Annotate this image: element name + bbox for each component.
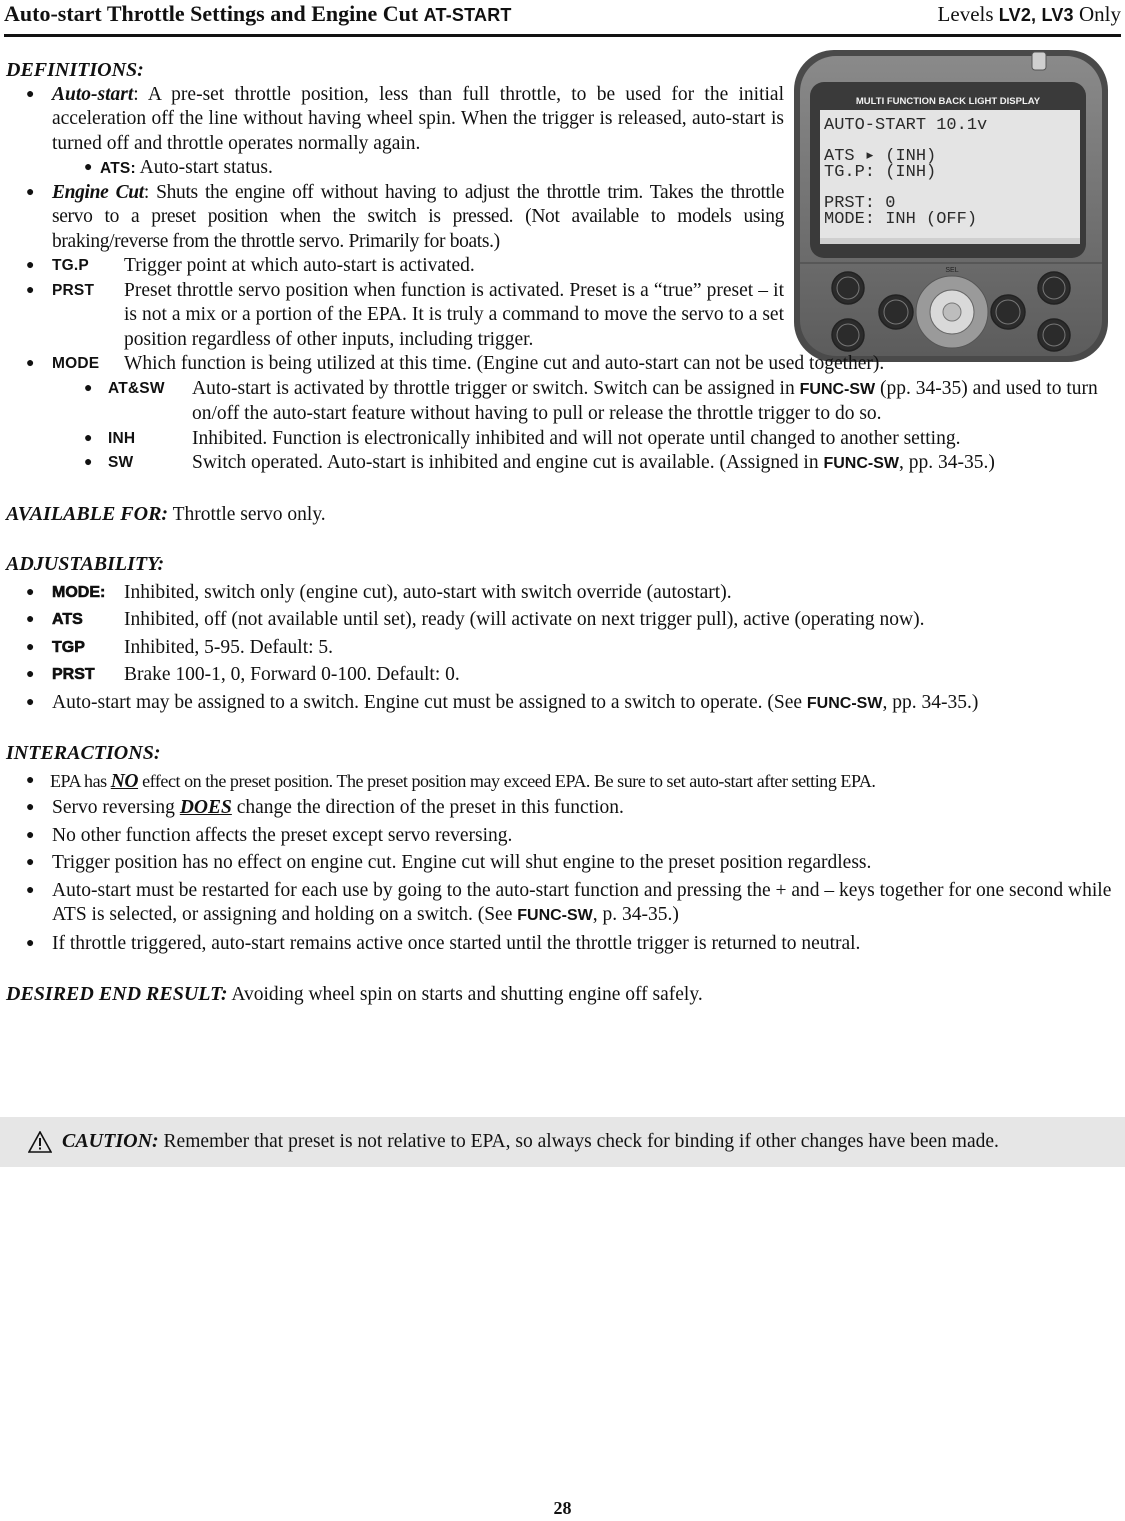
caution-box: CAUTION: Remember that preset is not relative to EPA, so always check for binding if other changes have been made. bbox=[0, 1117, 1125, 1167]
definition-prst: ● PRST Preset throttle servo position when function is activated. Preset is a “true” preset – it is not a mix or a portion of the EPA. It is truly a command to move the servo to a set position regardless of other inputs, including trigger. bbox=[26, 279, 784, 350]
levels-indicator: Levels LV2, LV3 Only bbox=[937, 2, 1121, 26]
bullet: ● bbox=[26, 86, 35, 102]
interaction-6: ● If throttle triggered, auto-start remains active once started until the throttle trigger is returned to neutral. bbox=[26, 932, 861, 954]
screen-line-1: AUTO-START 10.1v bbox=[824, 116, 988, 135]
definitions-heading: DEFINITIONS: bbox=[6, 59, 144, 81]
interaction-3: ● No other function affects the preset except servo reversing. bbox=[26, 824, 513, 846]
definition-autostart: ● Auto-start: A pre-set throttle position, less than full throttle, to be used for the initial acceleration off the line without having wheel spin. When the trigger is released, auto-start is turned off and throttle operates normally again. bbox=[26, 83, 784, 154]
warning-icon bbox=[28, 1131, 52, 1153]
interaction-2: ● Servo reversing DOES change the direction of the preset in this function. bbox=[26, 797, 624, 818]
definition-sw: ● SW Switch operated. Auto-start is inhibited and engine cut is available. (Assigned in FUNC-SW, pp. 34-35.) bbox=[84, 452, 995, 473]
definition-atsw: ● AT&SW Auto-start is activated by throttle trigger or switch. Switch can be assigned in FUNC-SW (pp. 34-35) and used to turn on/off the auto-start feature without having to pull or release the throttle trigger to do so. bbox=[84, 377, 1098, 424]
interaction-5: ● Auto-start must be restarted for each use by going to the auto-start function and pressing the + and – keys together for one second while ATS is selected, or assigning and holding on a switch. (See FUNC-SW, p. 34-35.) bbox=[26, 879, 1112, 925]
page-title: Auto-start Throttle Settings and Engine Cut AT-START bbox=[4, 1, 512, 26]
page-header bbox=[4, 0, 1121, 37]
sel-label: SEL bbox=[945, 267, 959, 274]
screen-line-4: TG.P: (INH) bbox=[824, 163, 937, 182]
interactions-heading: INTERACTIONS: bbox=[6, 742, 161, 764]
title-code: AT-START bbox=[423, 5, 512, 25]
screen-line-7: MODE: INH (OFF) bbox=[824, 210, 978, 229]
definition-tgp: ● TG.P Trigger point at which auto-start is activated. bbox=[26, 255, 475, 276]
adjust-prst: ● PRST Brake 100-1, 0, Forward 0-100. Default: 0. bbox=[26, 664, 460, 685]
adjust-tgp: ● TGP Inhibited, 5-95. Default: 5. bbox=[26, 636, 334, 658]
adjust-note: ● Auto-start may be assigned to a switch. Engine cut must be assigned to a switch to operate. (See FUNC-SW, pp. 34-35.) bbox=[26, 691, 979, 713]
menu-labels: MULTI FUNCTION BACK LIGHT DISPLAY bbox=[855, 96, 1041, 107]
interaction-1: ● EPA has NO effect on the preset position. The preset position may exceed EPA. Be sure to set auto-start after setting EPA. bbox=[26, 770, 876, 792]
available-for: AVAILABLE FOR: Throttle servo only. bbox=[6, 502, 326, 525]
desired-end-result: DESIRED END RESULT: Avoiding wheel spin on starts and shutting engine off safely. bbox=[6, 983, 703, 1005]
page-number: 28 bbox=[553, 1498, 572, 1518]
page-content bbox=[6, 58, 1122, 1007]
definition-mode: ● MODE Which function is being utilized at this time. (Engine cut and auto-start can not be used together). bbox=[26, 353, 885, 374]
definition-ats: ● ATS: Auto-start status. bbox=[84, 157, 273, 178]
adjust-mode: ● MODE: Inhibited, switch only (engine cut), auto-start with switch override (autostart). bbox=[26, 581, 732, 603]
adjust-ats: ● ATS Inhibited, off (not available until set), ready (will activate on next trigger pull), active (operating now). bbox=[26, 609, 925, 630]
definition-engine-cut: ● Engine Cut: Shuts the engine off without having to adjust the throttle trim. Takes the throttle servo to a preset position when the switch is pressed. (Not available to models using braking/reverse from the throttle servo. Primarily for boats.) bbox=[26, 181, 784, 252]
interaction-4: ● Trigger position has no effect on engine cut. Engine cut will shut engine to the preset position regardless. bbox=[26, 852, 872, 873]
adjustability-heading: ADJUSTABILITY: bbox=[6, 553, 165, 575]
screen-line-3: ATS ▸ (INH) bbox=[824, 147, 937, 166]
definition-inh: ● INH Inhibited. Function is electronically inhibited and will not operate until changed to another setting. bbox=[84, 427, 961, 449]
screen-line-6: PRST: 0 bbox=[824, 194, 896, 213]
